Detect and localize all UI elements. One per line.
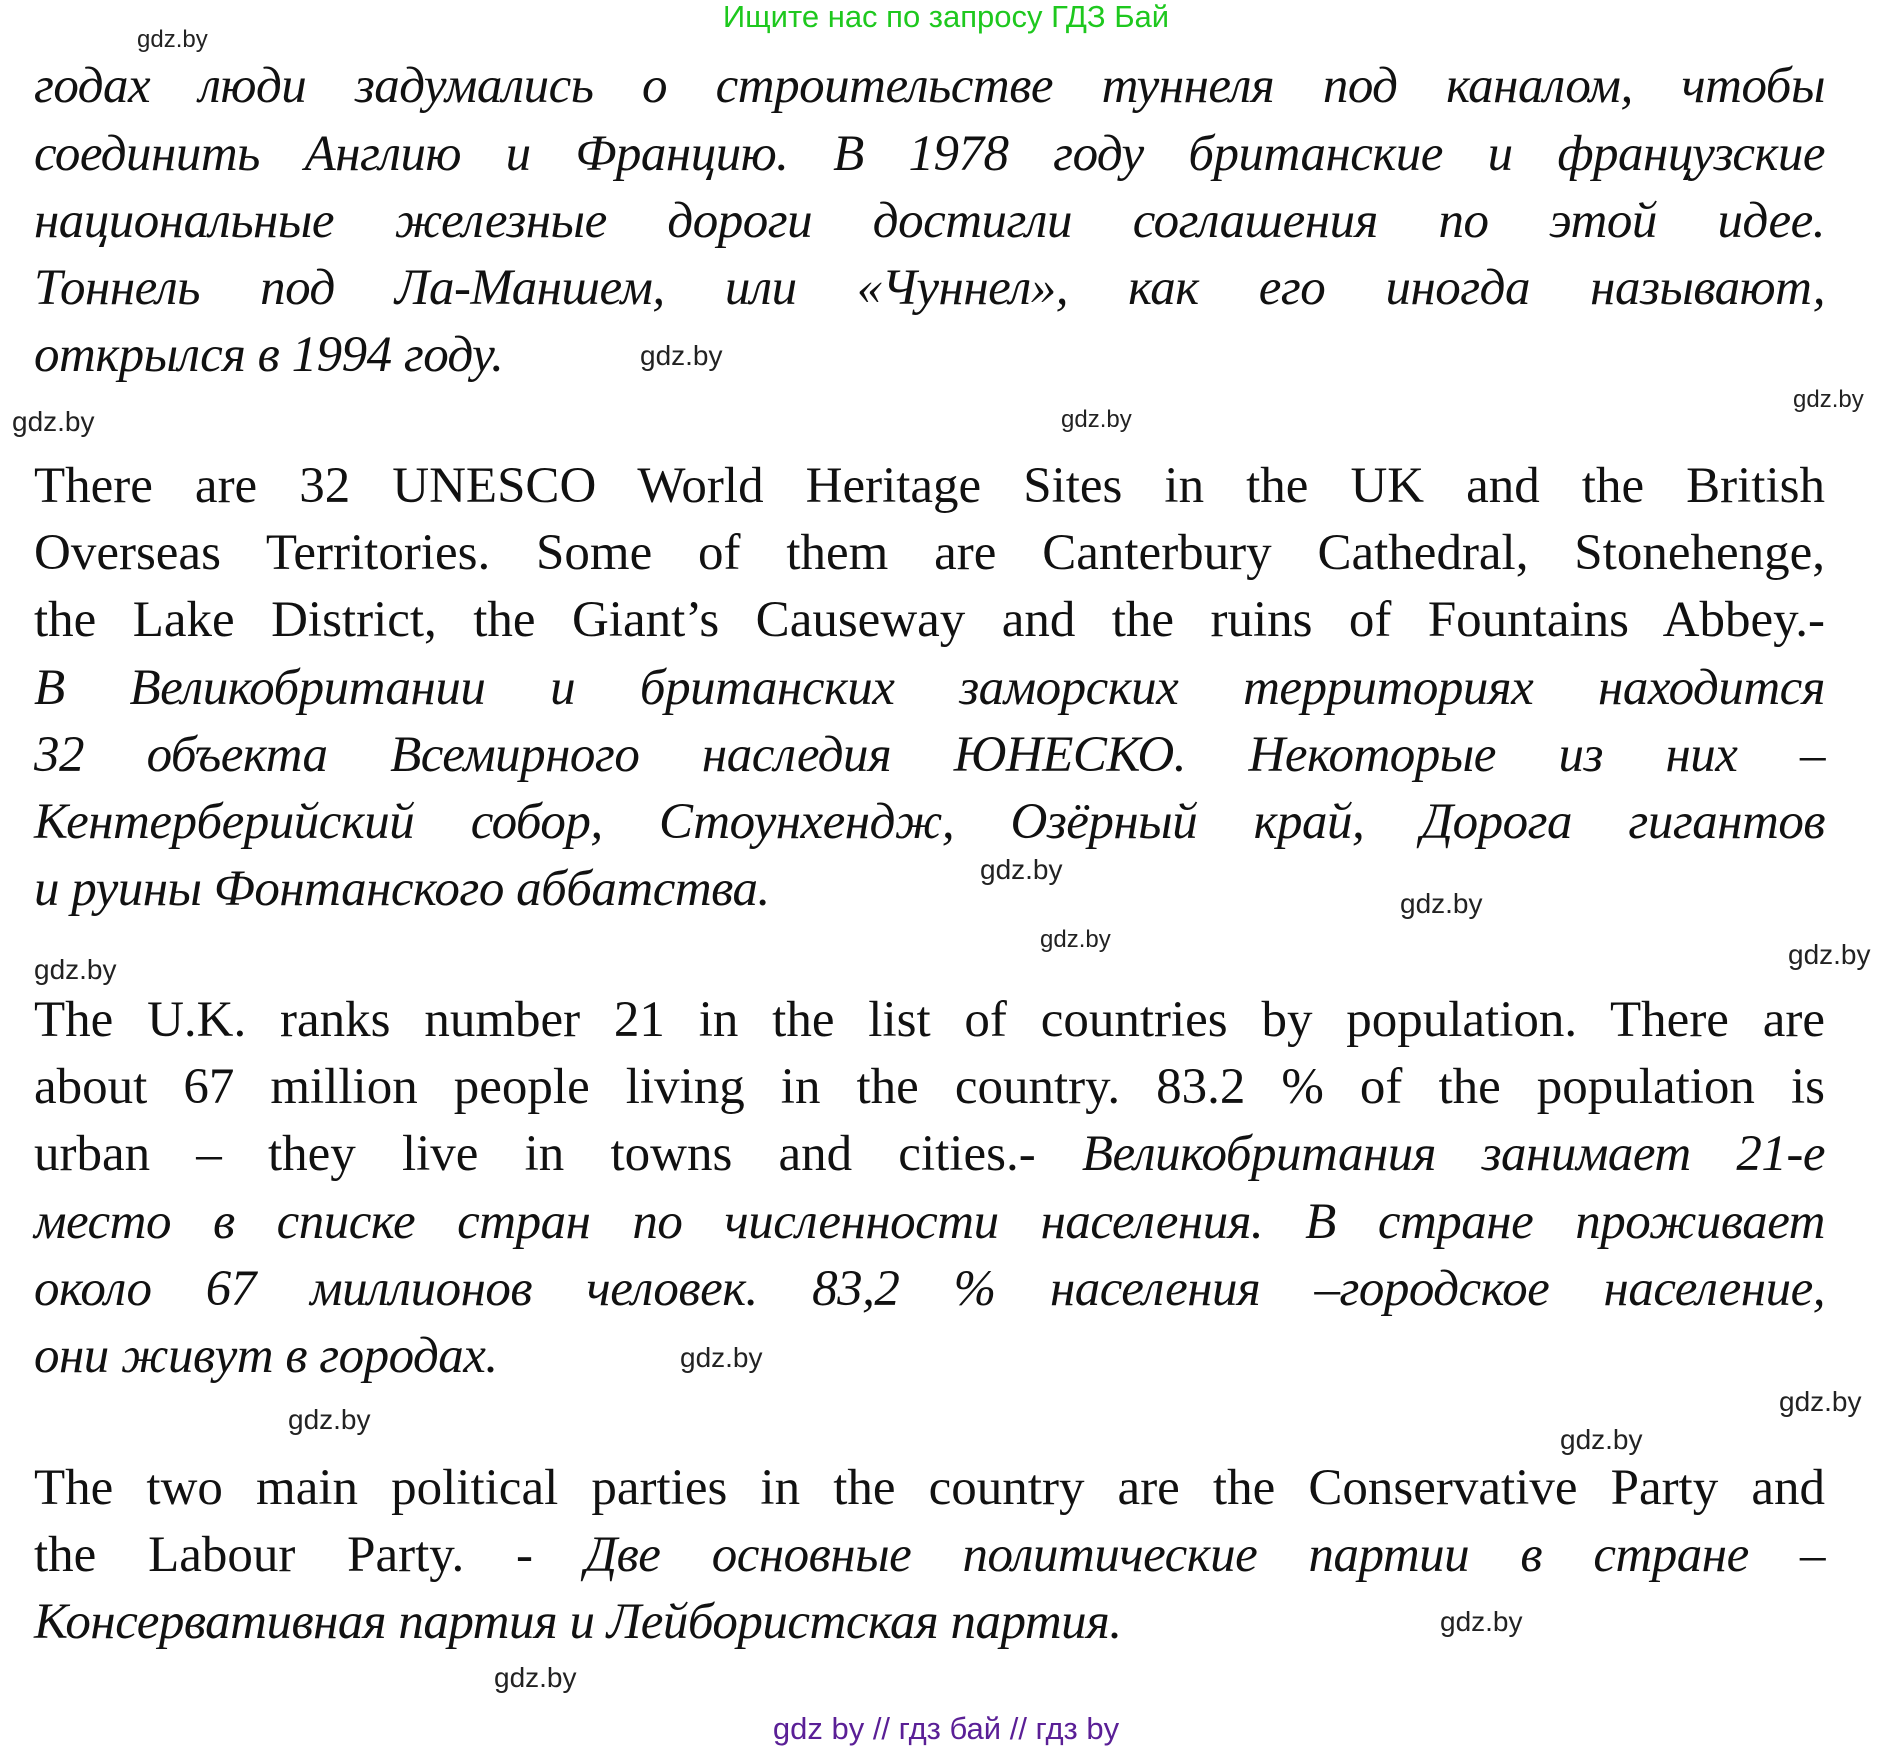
text-line (34, 590, 1825, 650)
gdz-watermark: gdz.by (640, 340, 723, 371)
russian-translation: В Великобритании и британских заморских территориях находится (34, 660, 1825, 716)
text-line (34, 1124, 1825, 1184)
russian-translation: место в списке стран по численности населения. В стране проживает (34, 1194, 1825, 1250)
text-line (34, 124, 1825, 184)
text-line (34, 792, 1825, 852)
text-line (34, 191, 1825, 251)
russian-translation: открылся в 1994 году. (34, 327, 504, 383)
text-line (34, 1458, 1825, 1518)
english-text: Overseas Territories. Some of them are Canterbury Cathedral, Stonehenge, (34, 525, 1825, 581)
english-text: about 67 million people living in the country. 83.2 % of the population is (34, 1059, 1825, 1115)
text-line (34, 1192, 1825, 1252)
english-text: the Labour Party. - (34, 1527, 585, 1583)
text-line (34, 1592, 1825, 1652)
text-line (34, 456, 1825, 516)
russian-translation: Две основные политические партии в стране – (584, 1527, 1825, 1583)
gdz-watermark: gdz.by (680, 1342, 763, 1373)
russian-translation: национальные железные дороги достигли соглашения по этой идее. (34, 193, 1825, 249)
search-hint-banner: Ищите нас по запросу ГДЗ Бай (722, 0, 1170, 34)
russian-translation: соединить Англию и Францию. В 1978 году британские и французские (34, 126, 1825, 182)
text-line (34, 1525, 1825, 1585)
text-line (34, 523, 1825, 583)
english-text: The U.K. ranks number 21 in the list of countries by population. There are (34, 992, 1825, 1048)
gdz-watermark: gdz.by (980, 854, 1063, 885)
text-line (34, 1057, 1825, 1117)
text-line (34, 56, 1825, 116)
gdz-watermark: gdz.by (1400, 888, 1483, 919)
text-line (34, 258, 1825, 318)
text-line (34, 1326, 1825, 1386)
english-text: the Lake District, the Giant’s Causeway and the ruins of Fountains Abbey.- (34, 592, 1825, 648)
russian-translation: Кентерберийский собор, Стоунхендж, Озёрный край, Дорога гигантов (34, 794, 1825, 850)
text-line (34, 325, 1825, 385)
gdz-watermark: gdz.by (288, 1404, 371, 1435)
russian-translation: 32 объекта Всемирного наследия ЮНЕСКО. Некоторые из них – (34, 727, 1825, 783)
gdz-watermark: gdz.by (1440, 1606, 1523, 1637)
russian-translation: Тоннель под Ла-Маншем, или «Чуннел», как его иногда называют, (34, 260, 1825, 316)
gdz-watermark: gdz.by (1793, 386, 1864, 413)
text-line (34, 725, 1825, 785)
gdz-watermark: gdz.by (34, 954, 117, 985)
russian-translation: и руины Фонтанского аббатства. (34, 861, 770, 917)
footer-watermark: gdz by // гдз бай // гдз by (772, 1711, 1120, 1746)
gdz-watermark: gdz.by (12, 406, 95, 437)
russian-translation: Консервативная партия и Лейбористская партия. (34, 1594, 1122, 1650)
gdz-watermark: gdz.by (1788, 939, 1871, 970)
russian-translation: Великобритания занимает 21-е (1081, 1126, 1825, 1182)
english-text: urban – they live in towns and cities.- (34, 1126, 1082, 1182)
gdz-watermark: gdz.by (1779, 1386, 1862, 1417)
gdz-watermark: gdz.by (1040, 926, 1111, 953)
russian-translation: около 67 миллионов человек. 83,2 % населения –городское население, (34, 1261, 1825, 1317)
russian-translation: они живут в городах. (34, 1328, 498, 1384)
text-line (34, 1259, 1825, 1319)
english-text: There are 32 UNESCO World Heritage Sites in the UK and the British (34, 458, 1825, 514)
text-line (34, 859, 1825, 919)
gdz-watermark: gdz.by (1061, 406, 1132, 433)
gdz-watermark: gdz.by (1560, 1424, 1643, 1455)
gdz-watermark: gdz.by (137, 26, 208, 53)
text-line (34, 990, 1825, 1050)
gdz-watermark: gdz.by (494, 1662, 577, 1693)
english-text: The two main political parties in the country are the Conservative Party and (34, 1460, 1825, 1516)
text-line (34, 658, 1825, 718)
russian-translation: годах люди задумались о строительстве туннеля под каналом, чтобы (34, 58, 1825, 114)
